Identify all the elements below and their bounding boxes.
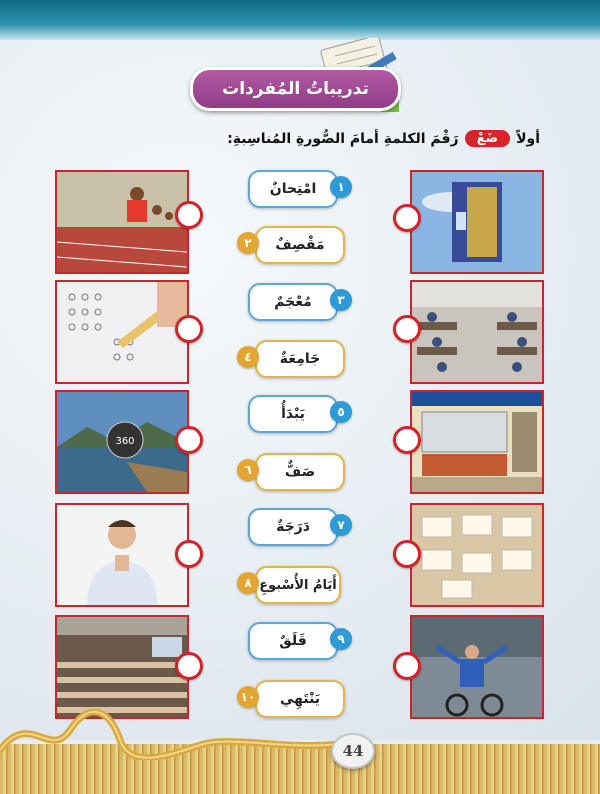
word-number-1: ١ <box>330 176 352 198</box>
photo-cyclist <box>410 615 544 719</box>
match-dot-left-5[interactable] <box>175 652 203 680</box>
instruction <box>227 130 540 147</box>
instruction-verb: ضَعْ <box>465 130 510 147</box>
match-dot-right-1[interactable] <box>393 204 421 232</box>
word-number-6: ٦ <box>237 459 259 481</box>
word-10: يَنْتَهِي <box>255 680 345 718</box>
match-dot-left-4[interactable] <box>175 540 203 568</box>
word-7: دَرَجَةٌ <box>248 508 338 546</box>
word-number-7: ٧ <box>330 514 352 536</box>
word-9: قَلَقٌ <box>248 622 338 660</box>
page-number: 44 <box>331 733 375 769</box>
word-number-5: ٥ <box>330 401 352 423</box>
word-number-2: ٢ <box>237 232 259 254</box>
word-number-4: ٤ <box>237 346 259 368</box>
photo-canteen <box>410 390 544 494</box>
top-band <box>0 0 600 40</box>
word-4: جَامِعَةٌ <box>255 340 345 378</box>
svg-text:360: 360 <box>115 436 135 447</box>
photo-book-building <box>410 170 544 274</box>
match-dot-right-2[interactable] <box>393 315 421 343</box>
instruction-text: رَقْمَ الكلمةِ أمامَ الصُّورةِ المُناسِبةِ: <box>227 130 459 147</box>
word-2: مَقْصِفٌ <box>255 226 345 264</box>
word-1: امْتِحانٌ <box>248 170 338 208</box>
photo-runners <box>55 170 189 274</box>
word-3: مُعْجَمٌ <box>248 283 338 321</box>
match-dot-right-4[interactable] <box>393 540 421 568</box>
word-8: أَيَامُ الأُسْبوعِ <box>255 566 341 604</box>
word-number-3: ٣ <box>330 289 352 311</box>
match-dot-right-5[interactable] <box>393 652 421 680</box>
match-dot-left-2[interactable] <box>175 315 203 343</box>
gold-ribbon-decoration <box>0 700 360 760</box>
word-number-10: ١٠ <box>237 686 259 708</box>
word-6: صَفٌّ <box>255 453 345 491</box>
instruction-number: أولاً <box>516 130 540 147</box>
photo-worried-man <box>55 503 189 607</box>
word-number-8: ٨ <box>237 572 259 594</box>
page-title: تدريباتُ المُفردات <box>190 67 401 111</box>
match-dot-right-3[interactable] <box>393 426 421 454</box>
word-5: يَبْدَأُ <box>248 395 338 433</box>
photo-360-lake <box>55 390 189 494</box>
match-dot-left-3[interactable] <box>175 426 203 454</box>
photo-week-days-cards <box>410 503 544 607</box>
photo-answer-sheet <box>55 280 189 384</box>
match-dot-left-1[interactable] <box>175 201 203 229</box>
photo-classroom <box>410 280 544 384</box>
word-number-9: ٩ <box>330 628 352 650</box>
